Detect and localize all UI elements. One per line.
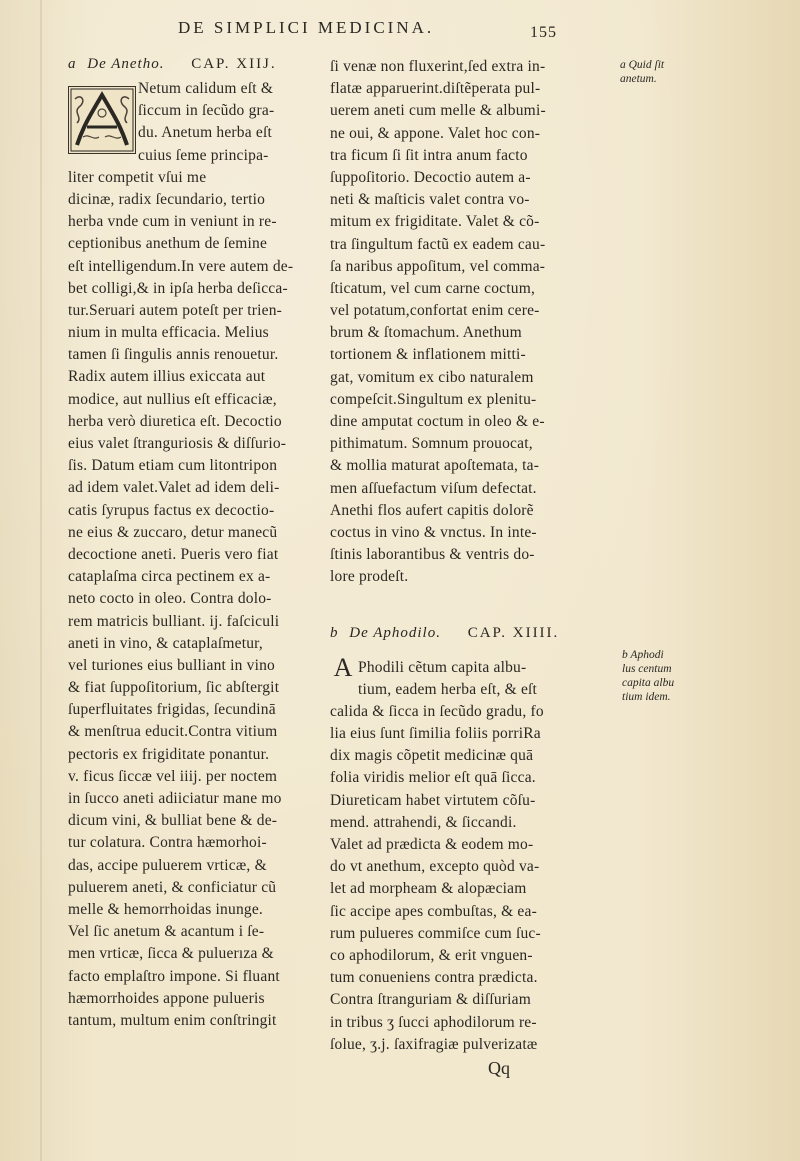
decorated-initial-a [68,86,136,154]
chapter-number: CAP. XIIJ. [191,56,277,72]
text-line: flatæ apparuerint.diſtẽperata pul- [330,80,541,98]
text-line: tur colatura. Contra hæmorhoi- [68,834,267,852]
text-line: men aſſuefactum viſum defectat. [330,479,537,497]
running-head: DE SIMPLICI MEDICINA. [178,18,435,37]
text-line: modice, aut nullius eſt efficaciæ, [68,390,277,408]
text-line: bet colligi,& in ipſa herba deſicca- [68,279,288,297]
text-line: tur.Seruari autem poteſt per trien- [68,301,283,319]
text-line: tra ficum ſi ſit intra anum facto [330,146,528,164]
text-line: facto emplaſtro impone. Si fluant [68,967,280,985]
text-line: pectoris ex frigiditate ponantur. [68,745,270,763]
text-line: v. ficus ſiccæ vel iiij. per noctem [68,767,278,785]
text-line: neto cocto in oleo. Contra dolo- [68,590,272,608]
text-line: tra ſingultum factũ ex eadem cau- [330,235,546,253]
text-line: Contra ſtranguriam & diſſuriam [330,991,531,1009]
text-line: Diureticam habet virtutem cõſu- [330,791,536,809]
page-gutter-shadow [40,0,42,1161]
text-line: decoctione aneti. Pueris vero fiat [68,545,279,563]
text-line: das, accipe puluerem vrticæ, & [68,856,267,874]
text-line: co aphodilorum, & erit vnguen- [330,946,533,964]
text-line: & mollia maturat apoſtemata, ta- [330,457,540,475]
text-line: lia eius ſunt ſimilia foliis porriRa [330,725,541,743]
left-column [68,56,318,1032]
margin-note-line: lus centum [622,663,672,675]
text-line: do vt anethum, excepto quòd va- [330,858,540,876]
text-line: cataplaſma circa pectinem ex a- [68,568,271,586]
chapter-title: De Anetho. [87,56,165,72]
text-line: tortionem & inflationem mitti- [330,346,526,364]
chapter-marker: a [68,56,77,72]
text-line: Radix autem illius exiccata aut [68,368,266,386]
text-line: ne eius & zuccaro, detur manecũ [68,523,278,541]
text-line: du. Anetum herba eſt [138,124,272,142]
text-line: eſt intelligendum.In vere autem de- [68,257,294,275]
text-line: calida & ſicca in ſecũdo gradu, fo [330,702,544,720]
margin-note-line: anetum. [620,73,657,85]
text-line: ſticatum, vel cum carne coctum, [330,279,536,297]
text-line: uerem aneti cum melle & albumi- [330,102,546,120]
text-line: ſi venæ non fluxerint,ſed extra in- [330,58,546,75]
text-line: dine amputat coctum in oleo & e- [330,413,545,430]
text-line: ſuperfluitates frigidas, ſecundinā [68,701,276,719]
text-line: vel turiones eius bulliant in vino [68,656,275,674]
text-line: eius valet ſtranguriosis & diſſurio- [68,435,287,452]
text-line: coctus in vino & vnctus. In inte- [330,523,537,541]
text-line: puluerem aneti, & conficiatur cũ [68,878,277,896]
text-line: ceptionibus anethum de ſemine [68,235,268,253]
text-line: let ad morpheam & alopæciam [330,880,527,898]
right-column [330,56,605,1056]
text-line: catis ſyrupus factus ex decoctio- [68,501,275,519]
text-line: Vel ſic anetum & acantum i ſe- [68,923,265,941]
text-line: brum & ſtomachum. Anethum [330,324,522,342]
text-line: dicinæ, radix ſecundario, tertio [68,190,266,208]
text-line: mend. attrahendi, & ſiccandi. [330,813,517,831]
text-line: dix magis cõpetit medicinæ quā [330,747,534,765]
text-line: ſolue, ʒ.j. ſaxifragiæ pulverizatæ [330,1035,538,1053]
margin-note-line: b Aphodi [622,649,664,661]
right-body-text [330,701,605,1056]
text-line: men vrticæ, ſicca & puluerıza & [68,945,274,963]
text-line: ſtinis laborantibus & ventris do- [330,546,535,564]
folio-number: 155 [530,24,557,41]
chapter-heading-anetho [68,56,318,78]
text-line: Netum calidum eſt & [138,80,274,97]
text-line: rum pulueres commiſce cum ſuc- [330,924,541,942]
text-line: folia viridis melior eſt quā ſicca. [330,769,536,787]
text-line: melle & hemorrhoidas inunge. [68,900,263,918]
text-line: lore prodeſt. [330,568,409,586]
text-line: compeſcit.Singultum ex plenitu- [330,390,537,408]
text-line: cuius ſeme principa- [138,146,269,164]
text-line: vel potatum,confortat enim cere- [330,302,540,320]
margin-note-aphodilus [622,648,674,704]
text-line: tantum, multum enim conſtringit [68,1011,277,1029]
text-line: pithimatum. Somnum prouocat, [330,435,533,453]
text-line: tum conueniens contra prædicta. [330,969,538,987]
ornament-icon [69,87,135,153]
text-line: hæmorrhoides appone pulueris [68,989,265,1007]
text-line: ſiccum in ſecũdo gra- [138,102,275,120]
margin-note-line: tium idem. [622,691,671,703]
text-line: mitum ex frigiditate. Valet & cõ- [330,213,540,231]
text-line: neti & maſticis valet contra vo- [330,191,530,209]
text-line: ſic accipe apes combuſtas, & ea- [330,902,537,920]
text-line: ſa naribus appoſitum, vel comma- [330,257,546,275]
chapter-heading-aphodilo [330,625,605,647]
text-line: Valet ad prædicta & eodem mo- [330,836,534,853]
text-line: ſis. Datum etiam cum litontripon [68,457,278,475]
text-line: ſuppoſitorio. Decoctio autem a- [330,168,531,186]
right-body-text-continued [330,56,605,589]
text-line: ne oui, & appone. Valet hoc con- [330,124,541,142]
margin-note-anetum [620,58,664,86]
text-line: ad idem valet.Valet ad idem deli- [68,479,280,497]
text-line: tamen ſi ſingulis annis renouetur. [68,346,279,364]
opening-lines [330,652,605,701]
text-line: in tribus ʒ ſucci aphodilorum re- [330,1013,537,1031]
chapter-marker: b [330,624,339,641]
chapter-opening [330,652,605,701]
left-body-text [68,167,318,1032]
text-line: tium, eadem herba eſt, & eſt [358,680,538,698]
initial-capital: A [333,652,353,682]
text-line: nium in multa efficacia. Melius [68,324,269,342]
catchword: Qq [488,1058,510,1078]
text-line: dicum vini, & bulliat bene & de- [68,812,278,830]
text-line: & fiat ſuppoſitorium, ſic abſtergit [68,679,280,697]
text-line: in ſucco aneti adiiciatur mane mo [68,790,282,807]
text-line: Phodili cẽtum capita albu- [358,658,527,676]
text-line: & menſtrua educit.Contra vitium [68,723,278,741]
chapter-number: CAP. XIIII. [467,624,560,641]
text-line: Anethi flos aufert capitis dolorẽ [330,501,534,519]
text-line: rem matricis bulliant. ij. faſciculi [68,612,280,630]
text-line: aneti in vino, & cataplaſmetur, [68,634,263,652]
text-line: herba verò diuretica eſt. Decoctio [68,412,282,430]
chapter-title: De Aphodilo. [349,624,441,641]
text-line: gat, vomitum ex cibo naturalem [330,368,534,386]
margin-note-line: a Quid ſit [620,59,665,71]
text-line: liter competit vſui me [68,168,207,186]
margin-note-line: capita albu [622,677,675,689]
text-line: herba vnde cum in veniunt in re- [68,213,277,231]
